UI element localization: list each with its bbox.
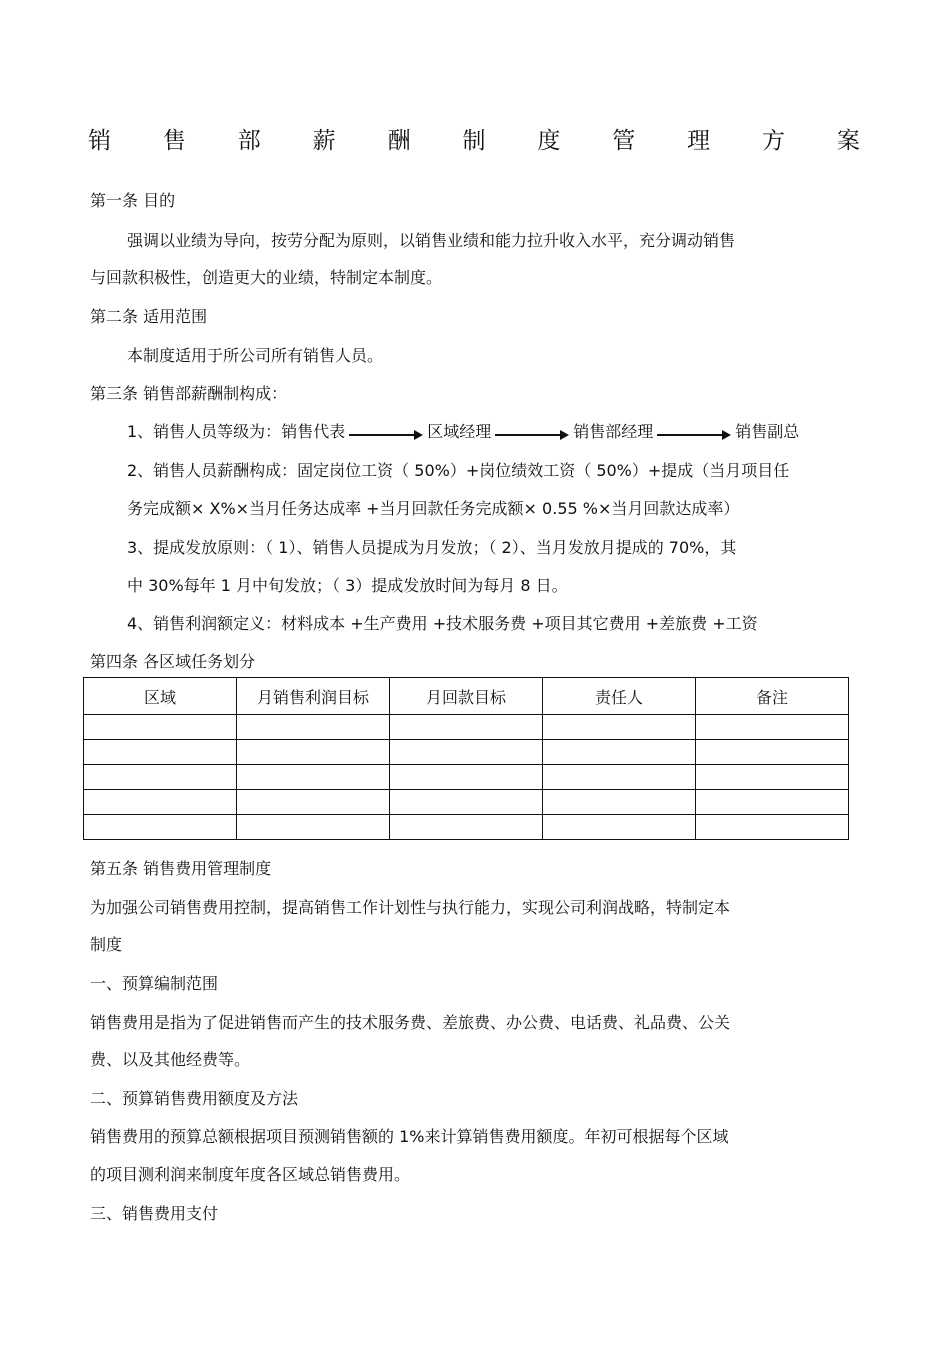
- table-cell: [696, 715, 849, 740]
- table-cell: [543, 740, 696, 765]
- arrow-right-icon: [349, 434, 421, 436]
- table-cell: [84, 790, 237, 815]
- column-header-region: 区域: [84, 678, 237, 715]
- table-cell: [696, 815, 849, 840]
- title-char: 理: [687, 128, 711, 154]
- title-char: 度: [537, 128, 561, 154]
- table-cell: [390, 740, 543, 765]
- table-cell: [390, 790, 543, 815]
- table-cell: [84, 715, 237, 740]
- column-header-profit-target: 月销售利润目标: [237, 678, 390, 715]
- level-sales-dept-manager: 销售部经理: [573, 422, 654, 441]
- title-char: 部: [237, 128, 261, 154]
- column-header-payment-target: 月回款目标: [390, 678, 543, 715]
- table-cell: [696, 740, 849, 765]
- regional-task-table: [83, 677, 849, 840]
- title-char: 薪: [312, 128, 336, 154]
- section2-line2: 的项目测利润来制度年度各区域总销售费用。: [90, 1165, 411, 1184]
- table-cell: [390, 715, 543, 740]
- article2-line1: 本制度适用于所公司所有销售人员。: [127, 346, 384, 365]
- title-char: 案: [836, 128, 860, 154]
- table-cell: [696, 790, 849, 815]
- table-cell: [543, 765, 696, 790]
- level-sales-rep: 销售代表: [281, 422, 346, 441]
- table-cell: [390, 815, 543, 840]
- section2-heading: 二、预算销售费用额度及方法: [90, 1089, 299, 1108]
- section3-heading: 三、销售费用支付: [90, 1204, 219, 1223]
- document-title: [88, 122, 860, 155]
- section1-heading: 一、预算编制范围: [90, 974, 219, 993]
- level-regional-manager: 区域经理: [427, 422, 492, 441]
- section1-line2: 费、以及其他经费等。: [90, 1050, 251, 1069]
- article4-heading: 第四条 各区域任务划分: [90, 652, 256, 671]
- title-char: 方: [762, 128, 786, 154]
- table-row: [84, 815, 849, 840]
- article3-item3-line2: 中 30%每年 1 月中旬发放；（ 3）提成发放时间为每月 8 日。: [127, 576, 568, 595]
- article1-heading: 第一条 目的: [90, 191, 176, 210]
- article3-item4: 4、销售利润额定义：材料成本 +生产费用 +技术服务费 +项目其它费用 +差旅费 +工资: [127, 614, 758, 633]
- article5-intro-line2: 制度: [90, 935, 123, 954]
- table-cell: [237, 765, 390, 790]
- levels-prefix: 1、销售人员等级为：: [127, 422, 282, 441]
- level-sales-vp: 销售副总: [735, 422, 800, 441]
- column-header-notes: 备注: [696, 678, 849, 715]
- article1-line2: 与回款积极性，创造更大的业绩，特制定本制度。: [90, 268, 443, 287]
- table-cell: [84, 740, 237, 765]
- article1-line1: 强调以业绩为导向，按劳分配为原则，以销售业绩和能力拉升收入水平，充分调动销售: [127, 231, 736, 250]
- title-char: 销: [88, 128, 111, 154]
- table-cell: [237, 815, 390, 840]
- article3-item2-line2: 务完成额× X%×当月任务达成率 +当月回款任务完成额× 0.55 %×当月回款达成率）: [127, 499, 740, 518]
- arrow-right-icon: [657, 434, 729, 436]
- table-cell: [84, 815, 237, 840]
- table-header-row: [84, 678, 849, 715]
- table-cell: [390, 765, 543, 790]
- table-cell: [543, 715, 696, 740]
- title-char: 酬: [387, 128, 411, 154]
- table-row: [84, 740, 849, 765]
- article3-item3-line1: 3、提成发放原则：（ 1）、销售人员提成为月发放；（ 2）、当月发放月提成的 70%，其: [127, 538, 737, 557]
- arrow-right-icon: [495, 434, 567, 436]
- table-cell: [696, 765, 849, 790]
- table-row: [84, 790, 849, 815]
- table-cell: [237, 740, 390, 765]
- table-cell: [237, 790, 390, 815]
- article5-heading: 第五条 销售费用管理制度: [90, 859, 272, 878]
- table-cell: [237, 715, 390, 740]
- table-cell: [84, 765, 237, 790]
- table-cell: [543, 815, 696, 840]
- article3-heading: 第三条 销售部薪酬制构成：: [90, 384, 288, 403]
- table-row: [84, 715, 849, 740]
- table-row: [84, 765, 849, 790]
- section2-line1: 销售费用的预算总额根据项目预测销售额的 1%来计算销售费用额度。年初可根据每个区域: [90, 1127, 729, 1146]
- title-char: 售: [162, 128, 186, 154]
- title-char: 制: [462, 128, 486, 154]
- article3-item2-line1: 2、销售人员薪酬构成：固定岗位工资（ 50%）+岗位绩效工资（ 50%）+提成（当月项目任: [127, 461, 790, 480]
- column-header-owner: 责任人: [543, 678, 696, 715]
- article2-heading: 第二条 适用范围: [90, 307, 208, 326]
- article5-intro-line1: 为加强公司销售费用控制，提高销售工作计划性与执行能力，实现公司利润战略，特制定本: [90, 898, 731, 917]
- table-cell: [543, 790, 696, 815]
- title-char: 管: [612, 128, 636, 154]
- sales-levels-line: [127, 422, 799, 442]
- section1-line1: 销售费用是指为了促进销售而产生的技术服务费、差旅费、办公费、电话费、礼品费、公关: [90, 1013, 731, 1032]
